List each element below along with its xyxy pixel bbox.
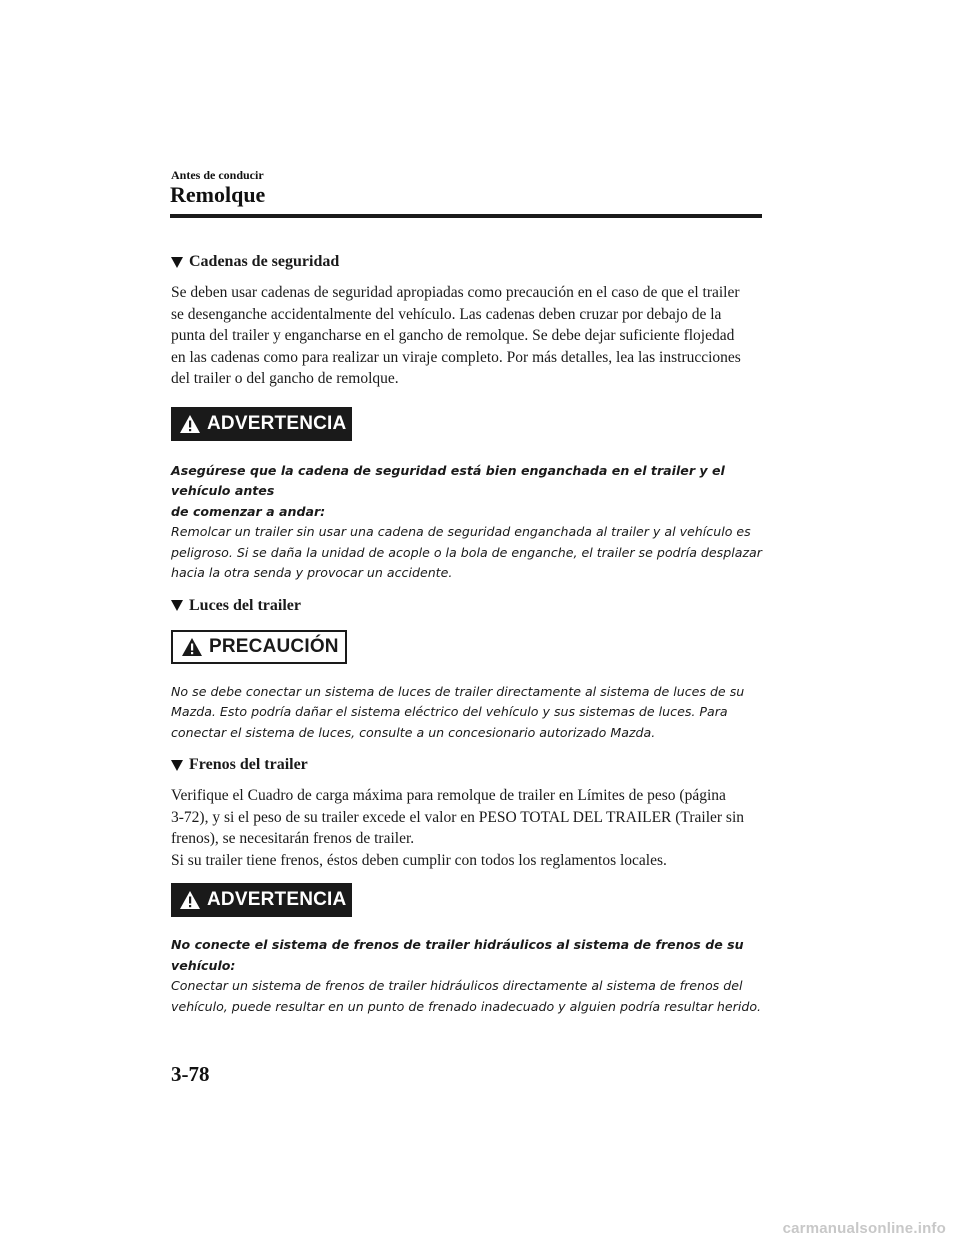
warning-cadenas-bold: Asegúrese que la cadena de seguridad está bien enganchada en el trailer y el vehículo antes de comenzar a andar: [171, 462, 725, 519]
warning-frenos-text: Conectar un sistema de frenos de trailer hidráulicos directamente al sistema de frenos del vehículo, puede resultar en un punto de frenado inadecuado y alguien podría resultar herido. [171, 978, 762, 1014]
paragraph-frenos: Verifique el Cuadro de carga máxima para remolque de trailer en Límites de peso (página 3-72), y si el peso de su trailer excede el valor en PESO TOTAL DEL TRAILER (Trailer sin frenos), se necesitarán frenos de trailer. Si su trailer tiene frenos, éstos deben cumplir con todos los reglamentos locales. [171, 787, 745, 869]
section-label: Antes de conducir [171, 168, 264, 182]
header-divider [170, 214, 762, 218]
heading-cadenas-text: Cadenas de seguridad [189, 253, 340, 270]
page-number: 3-78 [171, 1062, 210, 1086]
watermark: carmanualsonline.info [782, 1220, 946, 1237]
heading-luces [171, 596, 763, 616]
caution-label: PRECAUCIÓN [209, 635, 339, 657]
warning-badge [171, 407, 352, 441]
warning-badge [171, 883, 352, 917]
warning-triangle-icon [181, 637, 203, 657]
warning-label: ADVERTENCIA [207, 412, 347, 434]
warning-box-cadenas [171, 407, 763, 441]
warning-triangle-icon [179, 890, 201, 910]
triangle-down-icon [171, 600, 183, 611]
heading-luces-text: Luces del trailer [189, 596, 301, 614]
warning-triangle-icon [179, 414, 201, 434]
page-title: Remolque [170, 182, 266, 207]
page-content [171, 252, 763, 1017]
paragraph-cadenas: Se deben usar cadenas de seguridad apropiadas como precaución en el caso de que el trailer se desenganche accidentalmente del vehículo. Las cadenas deben cruzar por debajo de la punta del trailer y engancharse en el gancho de remolque. Se debe dejar suficiente flojedad en las cadenas como para realizar un viraje completo. Por más detalles, lea las instrucciones del trailer o del gancho de remolque. [171, 284, 741, 387]
triangle-down-icon [171, 257, 183, 268]
caution-box-luces [171, 630, 763, 664]
warning-box-frenos [171, 883, 763, 917]
triangle-down-icon [171, 760, 183, 771]
heading-frenos-text: Frenos del trailer [189, 756, 308, 773]
caution-badge [171, 630, 347, 664]
heading-frenos [171, 755, 763, 775]
warning-label: ADVERTENCIA [207, 889, 347, 910]
caution-luces-text: No se debe conectar un sistema de luces de trailer directamente al sistema de luces de su Mazda. Esto podría dañar el sistema eléctrico del vehículo y sus sistemas de luces. Para conectar el sistema de luces, consulte a un concesionario autorizado Mazda. [171, 683, 745, 740]
warning-cadenas-text: Remolcar un trailer sin usar una cadena de seguridad enganchada al trailer y al vehículo es peligroso. Si se daña la unidad de acople o la bola de enganche, el trailer se podría desplazar hacia la otra senda y provocar un accidente. [171, 524, 762, 580]
warning-frenos-bold: No conecte el sistema de frenos de trailer hidráulicos al sistema de frenos de su vehículo: [171, 937, 744, 973]
heading-cadenas [171, 252, 763, 272]
